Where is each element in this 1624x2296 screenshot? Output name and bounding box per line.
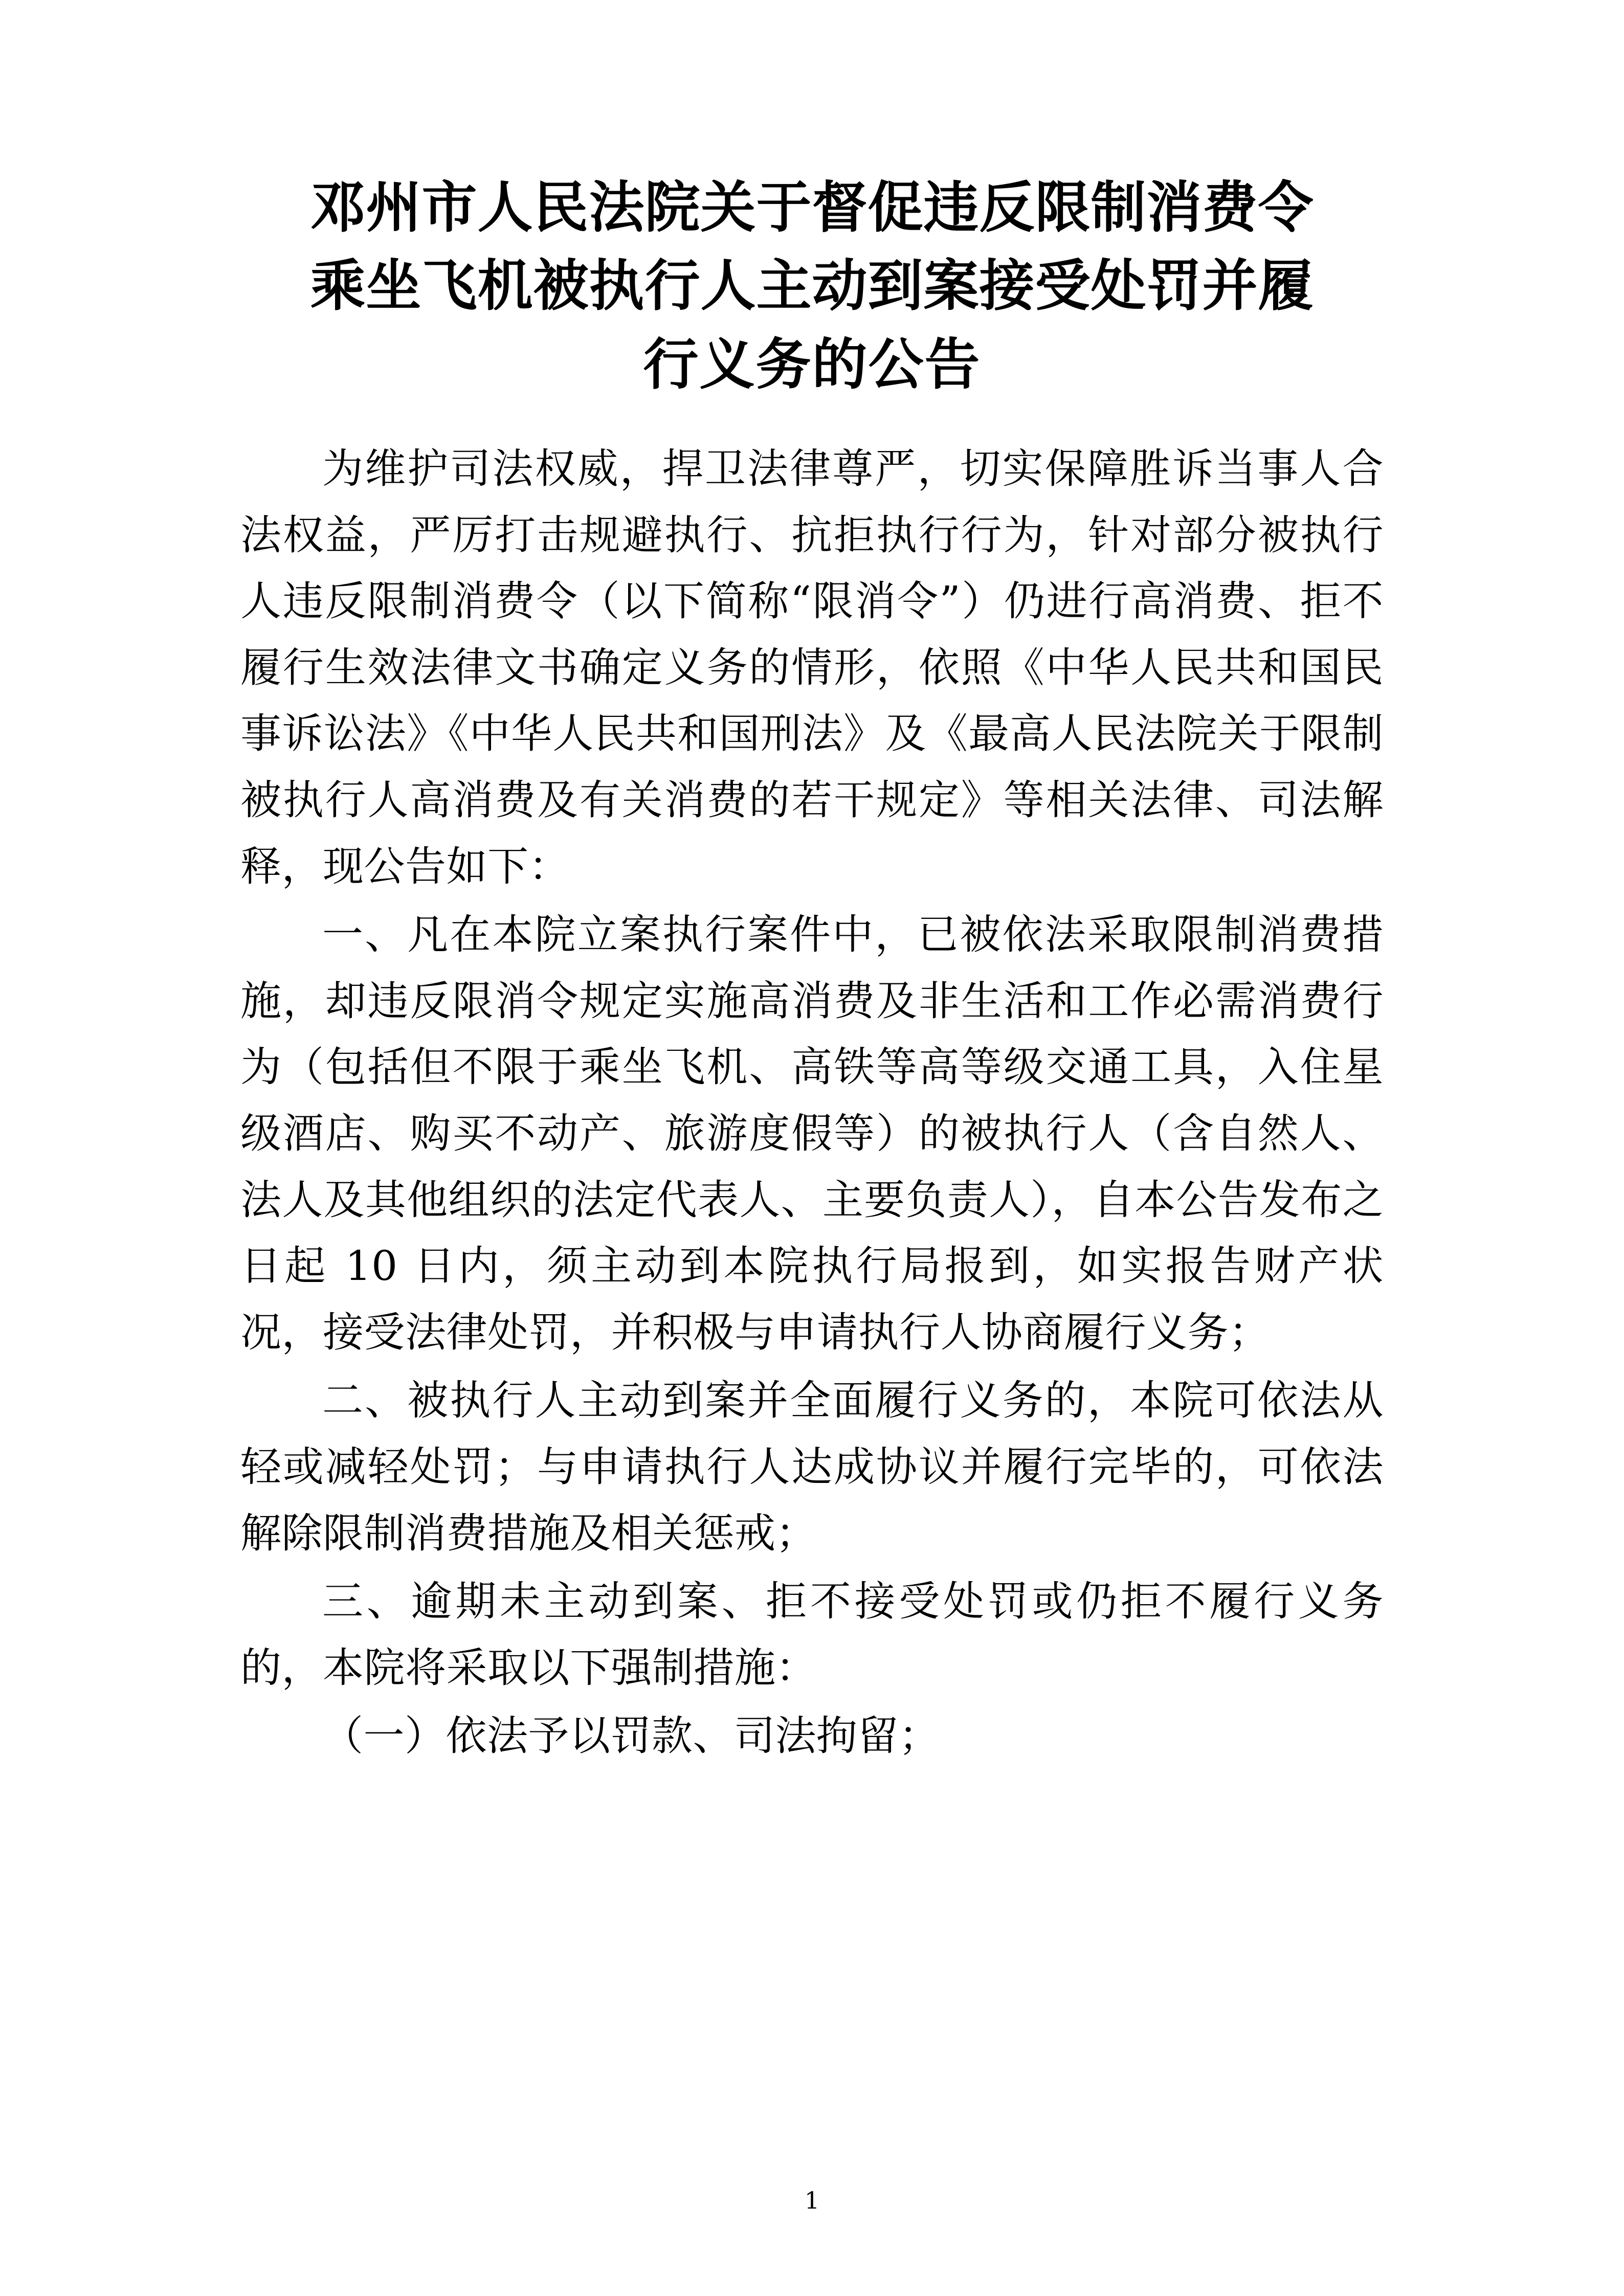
paragraph-article-3-item-1: （一）依法予以罚款、司法拘留； [322, 1712, 940, 1760]
page-title [240, 169, 1384, 404]
paragraph-article-2: 二、被执行人主动到案并全面履行义务的，本院可依法从轻或减轻处罚；与申请执行人达成协议并履行完毕的，可依法解除限制消费措施及相关惩戒； [240, 1377, 1384, 1557]
page-number: 1 [804, 2187, 820, 2214]
paragraph-article-1: 一、凡在本院立案执行案件中，已被依法采取限制消费措施，却违反限消令规定实施高消费及非生活和工作必需消费行为（包括但不限于乘坐飞机、高铁等高等级交通工具，入住星级酒店、购买不动产、旅游度假等）的被执行人（含自然人、法人及其他组织的法定代表人、主要负责人），自本公告发布之日起 10 日内，须主动到本院执行局报到，如实报告财产状况，接受法律处罚，并积极与申请执行人协商履行义务； [240, 911, 1384, 1356]
title-line-2: 乘坐飞机被执行人主动到案接受处罚并履 [310, 254, 1314, 319]
paragraph-preamble: 为维护司法权威，捍卫法律尊严，切实保障胜诉当事人合法权益，严厉打击规避执行、抗拒执行行为，针对部分被执行人违反限制消费令（以下简称“限消令”）仍进行高消费、拒不履行生效法律文书确定义务的情形，依照《中华人民共和国民事诉讼法》《中华人民共和国刑法》及《最高人民法院关于限制被执行人高消费及有关消费的若干规定》等相关法律、司法解释，现公告如下： [240, 445, 1384, 890]
paragraph-article-3: 三、逾期未主动到案、拒不接受处罚或仍拒不履行义务的，本院将采取以下强制措施： [240, 1578, 1384, 1692]
title-line-1: 邓州市人民法院关于督促违反限制消费令 [310, 175, 1314, 240]
title-line-3: 行义务的公告 [643, 332, 981, 397]
